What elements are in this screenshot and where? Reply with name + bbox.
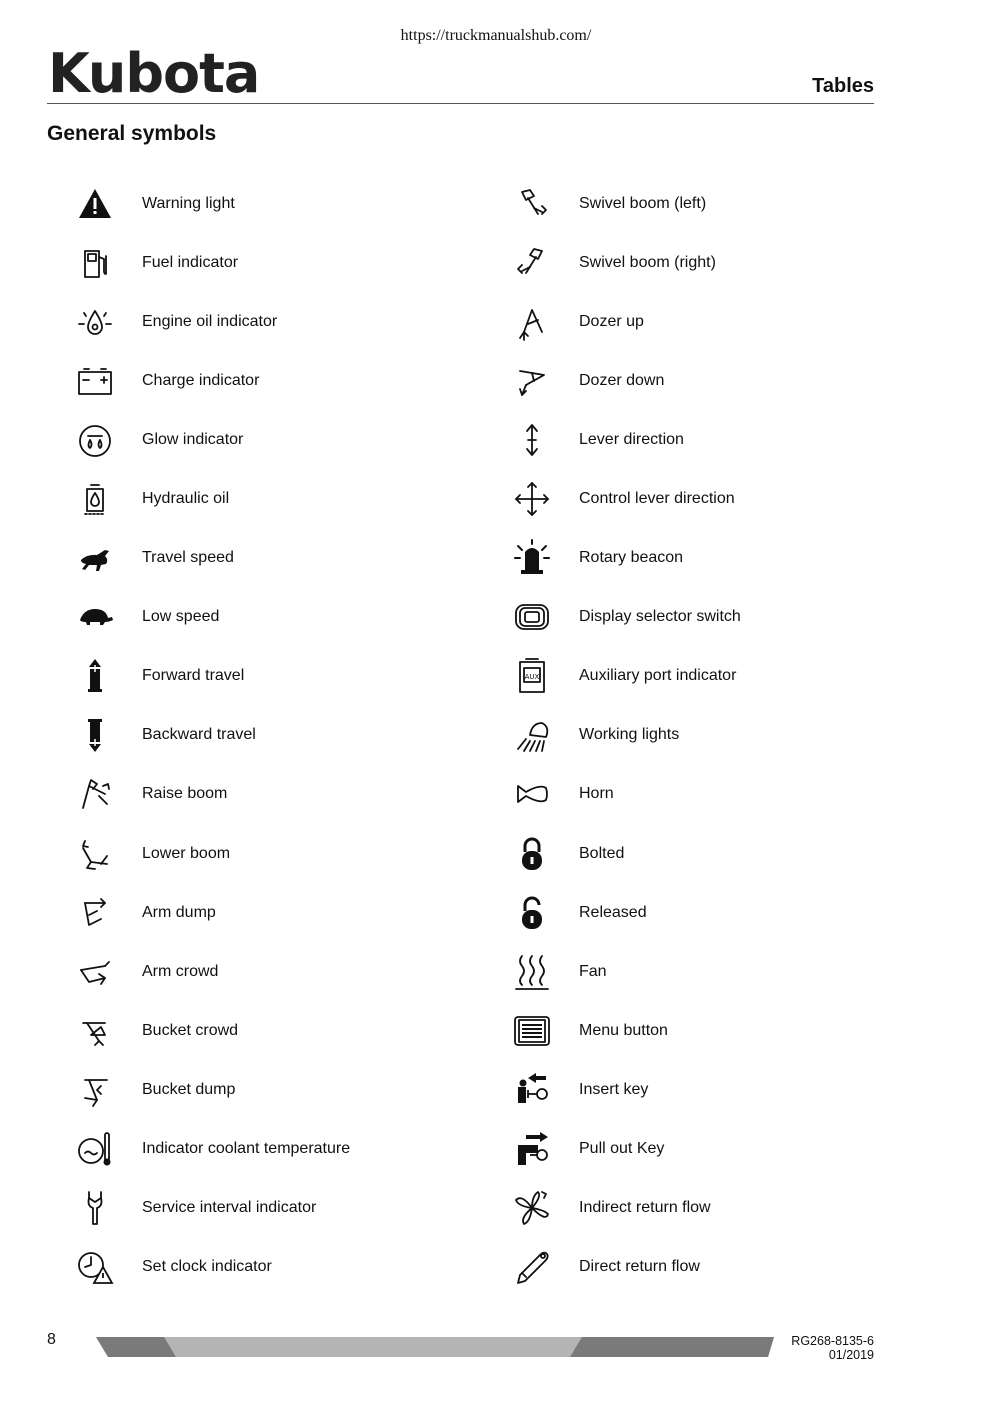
symbol-label: Warning light bbox=[142, 194, 235, 212]
page-number: 8 bbox=[47, 1331, 56, 1348]
symbol-row bbox=[507, 292, 947, 351]
symbol-row bbox=[70, 588, 510, 647]
symbol-row bbox=[507, 883, 947, 942]
symbol-label: Fuel indicator bbox=[142, 253, 239, 271]
symbol-label: Horn bbox=[579, 785, 614, 803]
symbol-label: Charge indicator bbox=[142, 371, 260, 389]
fuel-pump-icon bbox=[70, 241, 120, 285]
coolant-temperature-icon bbox=[70, 1127, 120, 1171]
symbol-row bbox=[507, 824, 947, 883]
symbol-label: Indirect return flow bbox=[579, 1199, 711, 1217]
symbol-row bbox=[507, 647, 947, 706]
symbol-row bbox=[507, 410, 947, 469]
insert-key-icon bbox=[507, 1068, 557, 1112]
symbol-label: Pull out Key bbox=[579, 1140, 665, 1158]
arm-dump-icon bbox=[70, 891, 120, 935]
pull-key-icon bbox=[507, 1127, 557, 1171]
hydraulic-oil-icon bbox=[70, 477, 120, 521]
horn-icon bbox=[507, 772, 557, 816]
symbol-row bbox=[70, 1001, 510, 1060]
symbol-row bbox=[507, 174, 947, 233]
symbol-label: Working lights bbox=[579, 726, 680, 744]
symbol-row bbox=[507, 942, 947, 1001]
doc-date: 01/2019 bbox=[828, 1348, 874, 1362]
arm-crowd-icon bbox=[70, 950, 120, 994]
symbol-row bbox=[507, 351, 947, 410]
symbol-row bbox=[70, 824, 510, 883]
symbol-label: Bucket dump bbox=[142, 1080, 236, 1098]
rabbit-icon bbox=[70, 536, 120, 580]
symbol-label: Bolted bbox=[579, 844, 625, 862]
symbol-row bbox=[70, 233, 510, 292]
symbol-label: Travel speed bbox=[142, 549, 234, 567]
doc-number: RG268-8135-6 bbox=[791, 1334, 874, 1348]
svg-text:AUX: AUX bbox=[524, 673, 540, 682]
symbol-row bbox=[507, 765, 947, 824]
symbol-list-right bbox=[507, 174, 947, 1297]
symbol-row bbox=[70, 174, 510, 233]
wrench-icon bbox=[70, 1186, 120, 1230]
backward-travel-icon bbox=[70, 713, 120, 757]
clock-warning-icon bbox=[70, 1245, 120, 1289]
symbol-row bbox=[507, 706, 947, 765]
symbol-label: Service interval indicator bbox=[142, 1199, 317, 1217]
symbol-row bbox=[70, 942, 510, 1001]
beacon-icon bbox=[507, 536, 557, 580]
symbol-row bbox=[70, 1179, 510, 1238]
symbol-row bbox=[70, 1120, 510, 1179]
symbol-row bbox=[70, 469, 510, 528]
symbol-row bbox=[70, 292, 510, 351]
header-divider bbox=[47, 103, 874, 104]
symbol-row bbox=[70, 1060, 510, 1119]
dozer-down-icon bbox=[507, 359, 557, 403]
swivel-right-icon bbox=[507, 241, 557, 285]
symbol-row bbox=[507, 1060, 947, 1119]
page-title: General symbols bbox=[47, 122, 217, 145]
symbol-row bbox=[70, 706, 510, 765]
bucket-crowd-icon bbox=[70, 1009, 120, 1053]
warning-triangle-icon bbox=[70, 182, 120, 226]
symbol-label: Hydraulic oil bbox=[142, 490, 230, 508]
raise-boom-icon bbox=[70, 772, 120, 816]
four-way-arrows-icon bbox=[507, 477, 557, 521]
symbol-list-left bbox=[70, 174, 510, 1297]
section-title: Tables bbox=[812, 75, 874, 97]
symbol-row bbox=[70, 647, 510, 706]
symbol-label: Bucket crowd bbox=[142, 1021, 239, 1039]
symbol-row bbox=[507, 1001, 947, 1060]
symbol-label: Raise boom bbox=[142, 785, 228, 803]
lock-closed-icon bbox=[507, 832, 557, 876]
menu-icon bbox=[507, 1009, 557, 1053]
working-lights-icon bbox=[507, 713, 557, 757]
symbol-row bbox=[507, 469, 947, 528]
symbol-row bbox=[507, 588, 947, 647]
symbol-label: Forward travel bbox=[142, 667, 245, 685]
symbol-label: Dozer up bbox=[579, 312, 644, 330]
symbol-row bbox=[70, 351, 510, 410]
symbol-label: Arm dump bbox=[142, 903, 216, 921]
aux-port-icon bbox=[507, 654, 557, 698]
symbol-row bbox=[70, 883, 510, 942]
symbol-row bbox=[70, 1238, 510, 1297]
display-selector-icon bbox=[507, 595, 557, 639]
heat-waves-icon bbox=[507, 950, 557, 994]
turtle-icon bbox=[70, 595, 120, 639]
symbol-label: Indicator coolant temperature bbox=[142, 1140, 351, 1158]
symbol-label: Auxiliary port indicator bbox=[579, 667, 737, 685]
symbol-row bbox=[507, 1120, 947, 1179]
symbol-row bbox=[507, 233, 947, 292]
swivel-left-icon bbox=[507, 182, 557, 226]
source-url: https://truckmanualshub.com/ bbox=[400, 27, 592, 44]
symbol-row bbox=[70, 765, 510, 824]
symbol-label: Menu button bbox=[579, 1021, 668, 1039]
symbol-label: Dozer down bbox=[579, 371, 665, 389]
symbol-label: Rotary beacon bbox=[579, 549, 684, 567]
battery-icon bbox=[70, 359, 120, 403]
symbol-row bbox=[507, 1238, 947, 1297]
lock-open-icon bbox=[507, 891, 557, 935]
symbol-label: Direct return flow bbox=[579, 1258, 700, 1276]
bucket-dump-icon bbox=[70, 1068, 120, 1112]
lower-boom-icon bbox=[70, 832, 120, 876]
oil-can-icon bbox=[70, 300, 120, 344]
symbol-row bbox=[507, 1179, 947, 1238]
symbol-label: Low speed bbox=[142, 608, 220, 626]
symbol-label: Control lever direction bbox=[579, 490, 735, 508]
symbol-label: Set clock indicator bbox=[142, 1258, 272, 1276]
symbol-label: Released bbox=[579, 903, 647, 921]
dozer-up-icon bbox=[507, 300, 557, 344]
symbol-label: Engine oil indicator bbox=[142, 312, 278, 330]
symbol-label: Insert key bbox=[579, 1080, 649, 1098]
indirect-flow-icon bbox=[507, 1186, 557, 1230]
kubota-logo bbox=[48, 48, 268, 100]
vertical-arrows-icon bbox=[507, 418, 557, 462]
symbol-row bbox=[70, 410, 510, 469]
document-code bbox=[791, 1334, 874, 1362]
symbol-label: Backward travel bbox=[142, 726, 256, 744]
symbol-label: Lower boom bbox=[142, 844, 231, 862]
symbol-row bbox=[70, 529, 510, 588]
glow-plug-icon bbox=[70, 418, 120, 462]
symbol-label: Arm crowd bbox=[142, 962, 219, 980]
symbol-label: Lever direction bbox=[579, 430, 684, 448]
svg-text:Kubota: Kubota bbox=[48, 48, 260, 100]
direct-flow-icon bbox=[507, 1245, 557, 1289]
symbol-label: Glow indicator bbox=[142, 430, 244, 448]
forward-travel-icon bbox=[70, 654, 120, 698]
symbol-label: Swivel boom (right) bbox=[579, 253, 716, 271]
symbol-row bbox=[507, 529, 947, 588]
symbol-label: Fan bbox=[579, 962, 607, 980]
symbol-label: Display selector switch bbox=[579, 608, 741, 626]
footer-bar bbox=[96, 1337, 774, 1357]
symbol-label: Swivel boom (left) bbox=[579, 194, 707, 212]
